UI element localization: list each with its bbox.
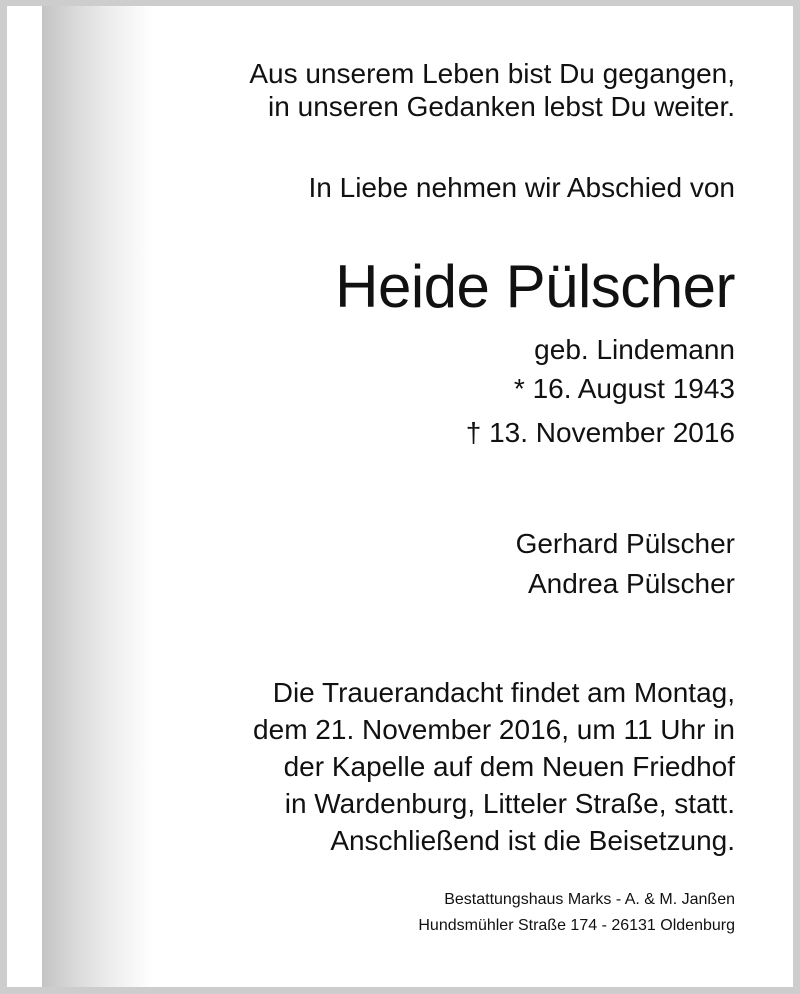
deceased-name: Heide Pülscher xyxy=(335,253,735,320)
funeral-home-address: Hundsmühler Straße 174 - 26131 Oldenburg xyxy=(418,917,735,934)
service-line: Die Trauerandacht findet am Montag, xyxy=(272,677,735,708)
funeral-home-name: Bestattungshaus Marks - A. & M. Janßen xyxy=(444,891,735,908)
verse-line: Aus unserem Leben bist Du gegangen, xyxy=(249,58,735,89)
birth-date: * 16. August 1943 xyxy=(513,373,735,404)
service-line: Anschließend ist die Beisetzung. xyxy=(330,825,735,856)
mourner-name: Andrea Pülscher xyxy=(527,568,735,599)
intro-text: In Liebe nehmen wir Abschied von xyxy=(308,172,735,203)
obituary-page xyxy=(7,6,793,987)
maiden-name: geb. Lindemann xyxy=(534,334,735,365)
death-date: † 13. November 2016 xyxy=(465,417,735,448)
verse-line: in unseren Gedanken lebst Du weiter. xyxy=(268,91,735,122)
service-line: dem 21. November 2016, um 11 Uhr in xyxy=(253,714,735,745)
scan-shadow xyxy=(42,6,152,987)
mourner-name: Gerhard Pülscher xyxy=(515,528,735,559)
service-line: der Kapelle auf dem Neuen Friedhof xyxy=(283,751,735,782)
service-line: in Wardenburg, Litteler Straße, statt. xyxy=(284,788,735,819)
